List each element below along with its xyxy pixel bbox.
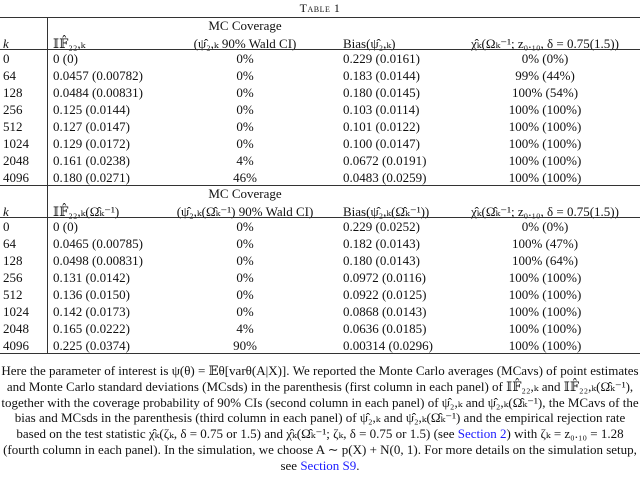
- header-estimate: 𝕀𝔽̂₂₂,ₖ: [53, 36, 86, 51]
- cell-estimate: 0.0465 (0.00785): [53, 236, 143, 251]
- cell-k: 512: [3, 287, 23, 302]
- header-chi: χ̂ₖ(Ωₖ⁻¹; z₀.₁₀, δ = 0.75(1.5)): [471, 36, 619, 51]
- header-k: k: [3, 204, 9, 219]
- section-s9-link[interactable]: Section S9: [300, 457, 357, 473]
- table-row: [0, 152, 640, 169]
- cell-k: 512: [3, 119, 23, 134]
- cell-coverage: 0%: [236, 119, 254, 134]
- cell-estimate: 0.180 (0.0271): [53, 170, 130, 185]
- cell-coverage: 0%: [236, 253, 254, 268]
- cell-bias: 0.0636 (0.0185): [343, 321, 427, 336]
- cell-bias: 0.103 (0.0114): [343, 102, 420, 117]
- table-row: [0, 101, 640, 118]
- cell-estimate: 0.0498 (0.00831): [53, 253, 143, 268]
- cell-bias: 0.0483 (0.0259): [343, 170, 427, 185]
- cell-estimate: 0 (0): [53, 51, 78, 66]
- cell-coverage: 0%: [236, 68, 254, 83]
- cell-k: 1024: [3, 136, 29, 151]
- cell-bias: 0.182 (0.0143): [343, 236, 420, 251]
- cell-k: 64: [3, 68, 16, 83]
- cell-bias: 0.00314 (0.0296): [343, 338, 433, 353]
- cell-chi: 100% (100%): [508, 287, 582, 302]
- cell-coverage: 0%: [236, 219, 254, 234]
- mc-coverage-label: MC Coverage: [208, 186, 282, 201]
- cell-chi: 100% (100%): [508, 338, 582, 353]
- cell-estimate: 0.129 (0.0172): [53, 136, 130, 151]
- cell-bias: 0.0672 (0.0191): [343, 153, 427, 168]
- cell-coverage: 4%: [236, 153, 254, 168]
- header-row-1: [0, 17, 640, 34]
- cell-chi: 100% (64%): [511, 253, 579, 268]
- section-2-link[interactable]: Section 2: [457, 426, 507, 442]
- cell-chi: 100% (100%): [508, 270, 582, 285]
- cell-chi: 100% (100%): [508, 321, 582, 336]
- table-row: [0, 135, 640, 152]
- cell-bias: 0.0868 (0.0143): [343, 304, 427, 319]
- table-row: [0, 67, 640, 84]
- cell-bias: 0.180 (0.0145): [343, 85, 420, 100]
- header-bias: Bias(ψ̂₂,ₖ): [343, 36, 396, 51]
- table-row: [0, 303, 640, 320]
- cell-coverage: 0%: [236, 102, 254, 117]
- table-row: [0, 235, 640, 252]
- header-coverage: (ψ̂₂,ₖ(Ω̂ₖ⁻¹) 90% Wald CI): [176, 204, 314, 219]
- cell-bias: 0.0922 (0.0125): [343, 287, 427, 302]
- cell-coverage: 0%: [236, 287, 254, 302]
- table-row: [0, 337, 640, 354]
- cell-bias: 0.100 (0.0147): [343, 136, 420, 151]
- cell-coverage: 4%: [236, 321, 254, 336]
- table-row: [0, 320, 640, 337]
- cell-k: 1024: [3, 304, 29, 319]
- cell-estimate: 0.125 (0.0144): [53, 102, 130, 117]
- cell-estimate: 0.165 (0.0222): [53, 321, 130, 336]
- table-title: Table 1: [299, 1, 341, 15]
- caption-text: Here the parameter of interest is ψ(θ) = 𝔼θ[varθ(A|X)]. We reported the Monte Carlo averages (MCavs) of point estimates and Monte Carlo standard deviations (MCsds) in the parenthesis (first column in each panel) of 𝕀𝔽̂₂₂,ₖ and 𝕀𝔽̂₂₂,ₖ(Ω̂ₖ⁻¹), together with the coverage probability of 90% CIs (second column in each panel) of ψ̂₂,ₖ and ψ̂₂,ₖ(Ω̂ₖ⁻¹), the MCavs of the bias and MCsds in the parenthesis (third column in each panel) of ψ̂₂,ₖ and ψ̂₂,ₖ(Ω̂ₖ⁻¹) and the empirical rejection rate based on the test statistic χ̂ₖ(ζₖ, δ = 0.75 or 1.5) and χ̂ₖ(Ω̂ₖ⁻¹; ζₖ, δ = 0.75 or 1.5) (see: [1, 363, 639, 442]
- cell-chi: 0% (0%): [521, 51, 569, 66]
- cell-coverage: 0%: [236, 270, 254, 285]
- cell-bias: 0.229 (0.0252): [343, 219, 420, 234]
- cell-bias: 0.180 (0.0143): [343, 253, 420, 268]
- cell-estimate: 0.0457 (0.00782): [53, 68, 143, 83]
- cell-estimate: 0.131 (0.0142): [53, 270, 130, 285]
- cell-chi: 100% (100%): [508, 304, 582, 319]
- cell-estimate: 0.161 (0.0238): [53, 153, 130, 168]
- cell-coverage: 0%: [236, 136, 254, 151]
- cell-k: 4096: [3, 170, 29, 185]
- table-row: [0, 169, 640, 186]
- cell-k: 0: [3, 51, 10, 66]
- table-caption: [0, 363, 640, 474]
- cell-chi: 100% (100%): [508, 170, 582, 185]
- header-estimate: 𝕀𝔽̂₂₂,ₖ(Ω̂ₖ⁻¹): [53, 204, 120, 219]
- cell-estimate: 0.0484 (0.00831): [53, 85, 143, 100]
- cell-chi: 100% (47%): [511, 236, 579, 251]
- cell-coverage: 46%: [233, 170, 257, 185]
- mc-coverage-label: MC Coverage: [208, 18, 282, 33]
- cell-estimate: 0 (0): [53, 219, 78, 234]
- cell-k: 128: [3, 253, 23, 268]
- header-coverage: (ψ̂₂,ₖ 90% Wald CI): [193, 36, 297, 51]
- table-row: [0, 84, 640, 101]
- cell-bias: 0.229 (0.0161): [343, 51, 420, 66]
- table-row: [0, 118, 640, 135]
- cell-k: 4096: [3, 338, 29, 353]
- table-row: [0, 286, 640, 303]
- cell-coverage: 0%: [236, 236, 254, 251]
- cell-k: 2048: [3, 153, 29, 168]
- cell-chi: 100% (54%): [511, 85, 579, 100]
- cell-estimate: 0.136 (0.0150): [53, 287, 130, 302]
- caption-text-2: ) with ζₖ = z₀.₁₀ = 1.28 (fourth column in each panel). In the simulation, we choose A ∼ p(X) + N(0, 1). For more details on the simulation setup, see: [3, 426, 637, 473]
- cell-chi: 0% (0%): [521, 219, 569, 234]
- header-chi: χ̂ₖ(Ω̂ₖ⁻¹; z₀.₁₀, δ = 0.75(1.5)): [471, 204, 619, 219]
- cell-chi: 100% (100%): [508, 136, 582, 151]
- header-k: k: [3, 36, 9, 51]
- cell-bias: 0.0972 (0.0116): [343, 270, 426, 285]
- cell-chi: 100% (100%): [508, 153, 582, 168]
- cell-coverage: 90%: [233, 338, 257, 353]
- cell-chi: 100% (100%): [508, 102, 582, 117]
- cell-coverage: 0%: [236, 51, 254, 66]
- cell-bias: 0.101 (0.0122): [343, 119, 420, 134]
- cell-estimate: 0.127 (0.0147): [53, 119, 130, 134]
- table-row: [0, 50, 640, 67]
- caption-text-3: .: [356, 457, 360, 473]
- cell-k: 64: [3, 236, 16, 251]
- cell-coverage: 0%: [236, 85, 254, 100]
- cell-k: 256: [3, 102, 23, 117]
- header-bias: Bias(ψ̂₂,ₖ(Ω̂ₖ⁻¹)): [343, 204, 430, 219]
- panel-bottom-rule: [0, 353, 640, 354]
- header-row-1: [0, 185, 640, 202]
- cell-estimate: 0.225 (0.0374): [53, 338, 130, 353]
- table-row: [0, 252, 640, 269]
- table-row: [0, 269, 640, 286]
- cell-k: 256: [3, 270, 23, 285]
- cell-estimate: 0.142 (0.0173): [53, 304, 130, 319]
- table-row: [0, 218, 640, 235]
- cell-chi: 99% (44%): [515, 68, 575, 83]
- cell-chi: 100% (100%): [508, 119, 582, 134]
- cell-coverage: 0%: [236, 304, 254, 319]
- cell-k: 128: [3, 85, 23, 100]
- cell-k: 0: [3, 219, 10, 234]
- cell-k: 2048: [3, 321, 29, 336]
- cell-bias: 0.183 (0.0144): [343, 68, 420, 83]
